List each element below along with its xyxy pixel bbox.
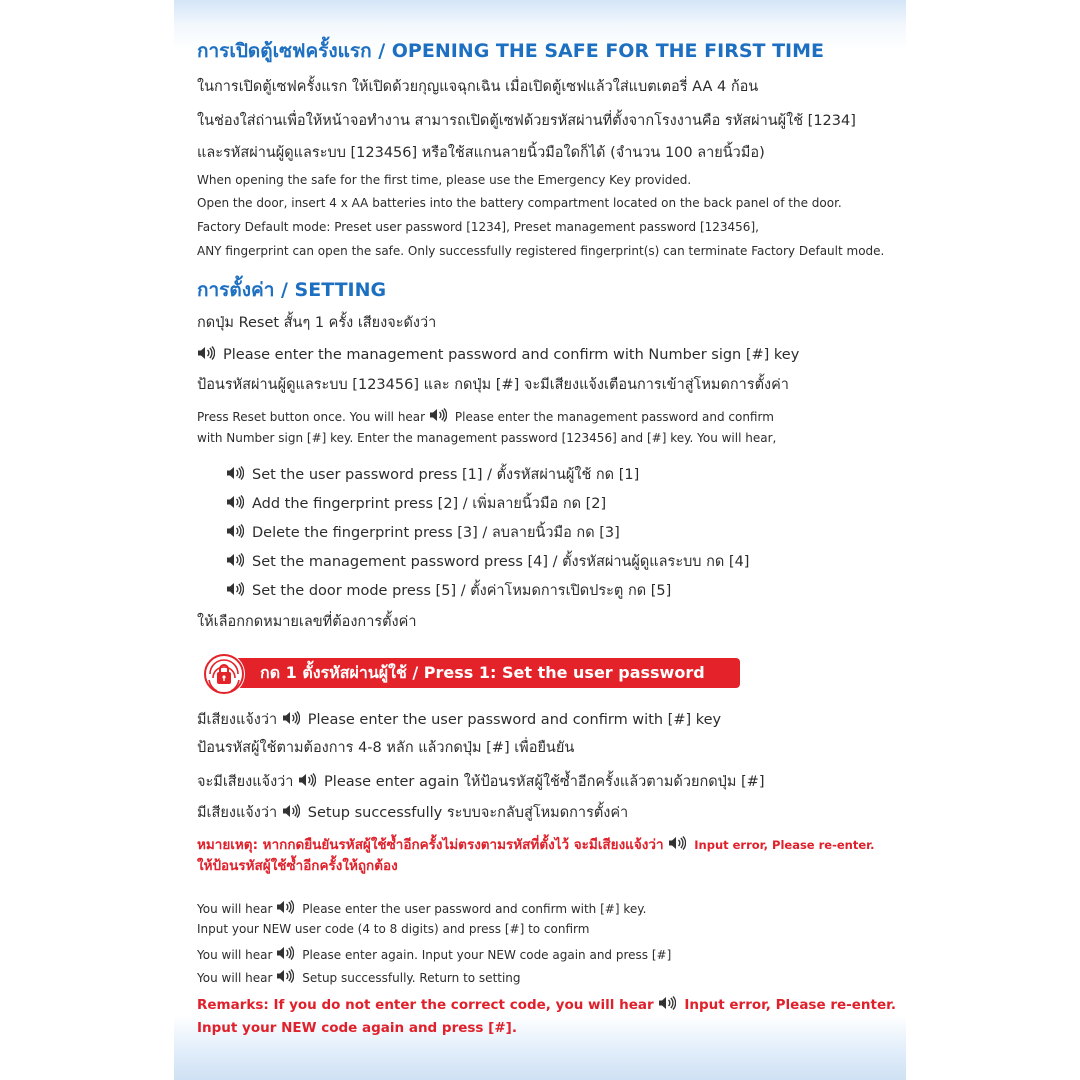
instruction-page xyxy=(174,0,906,1080)
thai-text: มีเสียงแจ้งว่า xyxy=(197,805,278,821)
english-step-line-3 xyxy=(197,946,671,961)
step-line-2: ป้อนรหัสผู้ใช้ตามต้องการ 4-8 หลัก แล้วกดปุ่ม [#] เพื่อยืนยัน xyxy=(197,740,575,756)
english-paragraph-line: Open the door, insert 4 x AA batteries into the battery compartment located on the back panel of the door. xyxy=(197,196,842,210)
speaker-icon xyxy=(276,969,296,983)
english-remark-line-1 xyxy=(197,996,896,1013)
menu-item-5 xyxy=(226,582,671,599)
banner-title: กด 1 ตั้งรหัสผ่านผู้ใช้ / Press 1: Set the user password xyxy=(222,658,740,688)
menu-item-3 xyxy=(226,524,620,541)
menu-item-label: Set the user password press [1] / ตั้งรหัสผ่านผู้ใช้ กด [1] xyxy=(252,467,640,483)
english-remark-line-2: Input your NEW code again and press [#]. xyxy=(197,1020,517,1036)
speaker-icon xyxy=(226,582,246,596)
english-step-line-2: Input your NEW user code (4 to 8 digits) and press [#] to confirm xyxy=(197,922,590,936)
english-paragraph-line: When opening the safe for the first time, please use the Emergency Key provided. xyxy=(197,173,692,187)
speaker-icon xyxy=(429,408,449,422)
section-banner-press-1 xyxy=(202,652,742,696)
speaker-icon xyxy=(282,804,302,818)
english-text: Please enter again. Input your NEW code again and press [#] xyxy=(302,948,672,962)
thai-remark-line-2: ให้ป้อนรหัสผู้ใช้ซ้ำอีกครั้งให้ถูกต้อง xyxy=(197,858,398,874)
step-line-4 xyxy=(197,804,628,821)
speaker-icon xyxy=(668,836,688,850)
remark-text: Remarks: If you do not enter the correct code, you will hear xyxy=(197,997,654,1013)
english-text: You will hear xyxy=(197,948,273,962)
voice-prompt-text: Please enter the management password and confirm with Number sign [#] key xyxy=(223,347,800,363)
menu-item-label: Set the management password press [4] / ตั้งรหัสผ่านผู้ดูแลระบบ กด [4] xyxy=(252,554,750,570)
thai-enter-password: ป้อนรหัสผ่านผู้ดูแลระบบ [123456] และ กดปุ่ม [#] จะมีเสียงแจ้งเตือนการเข้าสู่โหมดการตั้งค่า xyxy=(197,377,789,393)
speaker-icon xyxy=(226,524,246,538)
speaker-icon xyxy=(276,900,296,914)
menu-item-2 xyxy=(226,495,606,512)
menu-item-label: Set the door mode press [5] / ตั้งค่าโหมดการเปิดประตู กด [5] xyxy=(252,583,672,599)
english-text: Setup successfully ระบบจะกลับสู่โหมดการตั้งค่า xyxy=(307,805,629,821)
english-step-line-1 xyxy=(197,900,646,915)
speaker-icon xyxy=(282,711,302,725)
english-step-line-4 xyxy=(197,969,521,984)
thai-reset-instruction: กดปุ่ม Reset สั้นๆ 1 ครั้ง เสียงจะดังว่า xyxy=(197,315,437,331)
remark-text: Input error, Please re-enter. xyxy=(684,997,896,1013)
thai-choose-number: ให้เลือกกดหมายเลขที่ต้องการตั้งค่า xyxy=(197,614,417,630)
thai-paragraph-line: ในการเปิดตู้เซฟครั้งแรก ให้เปิดด้วยกุญแจฉุกเฉิน เมื่อเปิดตู้เซฟแล้วใส่แบตเตอรี่ AA 4 ก้อน xyxy=(197,79,759,95)
speaker-icon xyxy=(197,346,217,360)
speaker-icon xyxy=(276,946,296,960)
speaker-icon xyxy=(226,495,246,509)
section-title-opening: การเปิดตู้เซฟครั้งแรก / OPENING THE SAFE FOR THE FIRST TIME xyxy=(197,40,825,62)
thai-text: จะมีเสียงแจ้งว่า xyxy=(197,774,294,790)
english-enter-line: with Number sign [#] key. Enter the management password [123456] and [#] key. You will hear, xyxy=(197,431,777,445)
thai-paragraph-line: ในช่องใส่ถ่านเพื่อให้หน้าจอทำงาน สามารถเปิดตู้เซฟด้วยรหัสผ่านที่ตั้งจากโรงงานคือ รหัสผ่านผู้ใช้ [1234] xyxy=(197,113,856,129)
english-text: You will hear xyxy=(197,971,273,985)
english-text: Please enter the user password and confirm with [#] key. xyxy=(302,902,647,916)
fingerprint-lock-icon xyxy=(202,652,246,696)
speaker-icon xyxy=(226,553,246,567)
thai-remark-text: หมายเหตุ: หากกดยืนยันรหัสผู้ใช้ซ้ำอีกครั้งไม่ตรงตามรหัสที่ตั้งไว้ จะมีเสียงแจ้งว่า xyxy=(197,837,664,853)
step-line-3 xyxy=(197,773,765,790)
english-remark-text: Input error, Please re-enter. xyxy=(694,838,875,852)
voice-prompt-line xyxy=(197,346,799,363)
menu-item-label: Delete the fingerprint press [3] / ลบลายนิ้วมือ กด [3] xyxy=(252,525,620,541)
menu-item-1 xyxy=(226,466,639,483)
thai-paragraph-line: และรหัสผ่านผู้ดูแลระบบ [123456] หรือใช้สแกนลายนิ้วมือใดก็ได้ (จำนวน 100 ลายนิ้วมือ) xyxy=(197,145,765,161)
thai-remark-line-1 xyxy=(197,836,875,853)
english-text: You will hear xyxy=(197,902,273,916)
english-paragraph-line: Factory Default mode: Preset user password [1234], Preset management password [123456], xyxy=(197,220,759,234)
english-text: Setup successfully. Return to setting xyxy=(302,971,521,985)
english-reset-line xyxy=(197,408,774,423)
step-line-1 xyxy=(197,711,721,728)
speaker-icon xyxy=(226,466,246,480)
thai-text: มีเสียงแจ้งว่า xyxy=(197,712,278,728)
menu-item-label: Add the fingerprint press [2] / เพิ่มลายนิ้วมือ กด [2] xyxy=(252,496,607,512)
speaker-icon xyxy=(298,773,318,787)
english-text: Press Reset button once. You will hear xyxy=(197,410,426,424)
menu-item-4 xyxy=(226,553,749,570)
english-text: Please enter the user password and confirm with [#] key xyxy=(307,712,722,728)
english-text: Please enter the management password and confirm xyxy=(454,410,774,424)
speaker-icon xyxy=(658,996,678,1010)
section-title-setting: การตั้งค่า / SETTING xyxy=(197,279,387,301)
english-text: Please enter again ให้ป้อนรหัสผู้ใช้ซ้ำอีกครั้งแล้วตามด้วยกดปุ่ม [#] xyxy=(324,774,765,790)
english-paragraph-line: ANY fingerprint can open the safe. Only successfully registered fingerprint(s) can terminate Factory Default mode. xyxy=(197,244,885,258)
